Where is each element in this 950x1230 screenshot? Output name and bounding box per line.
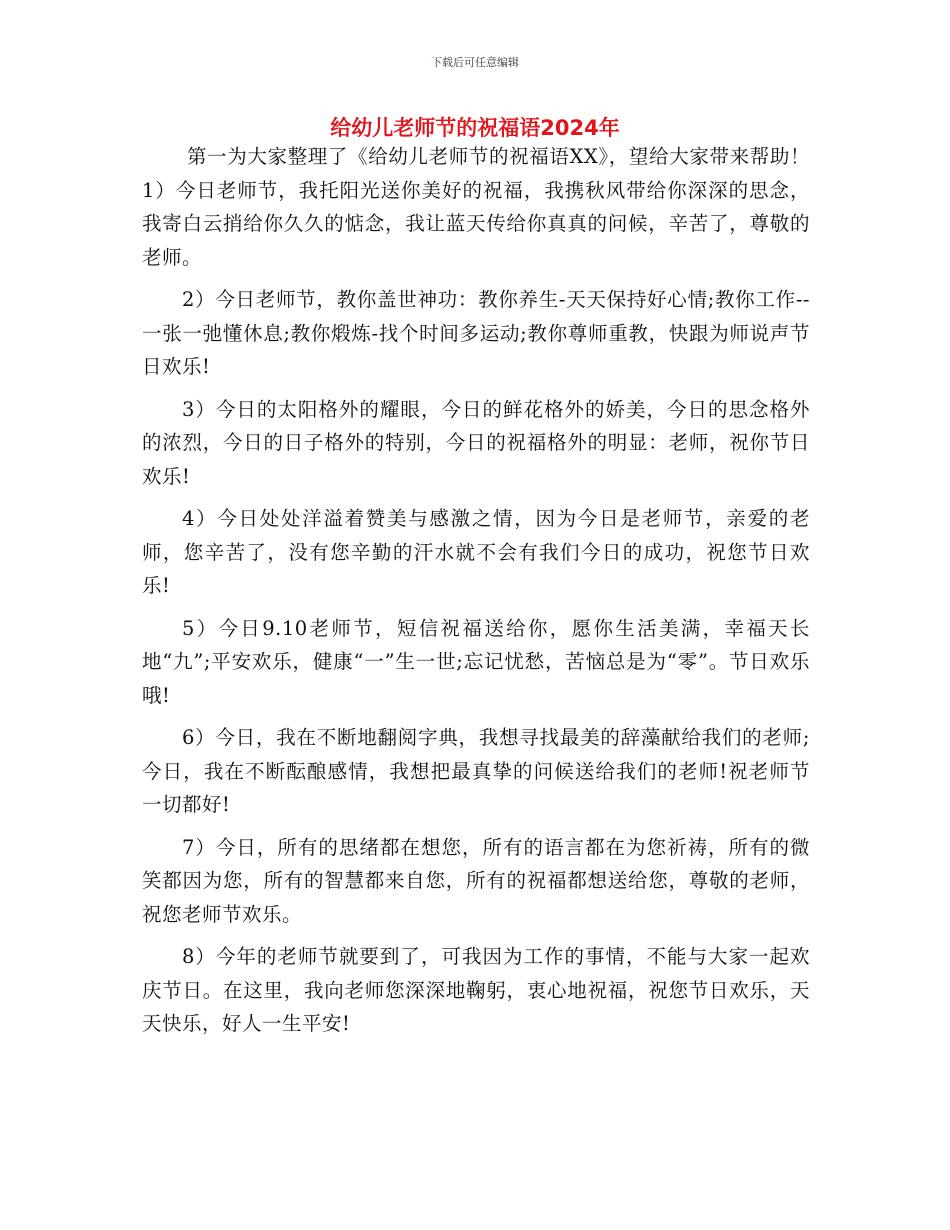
header-note: 下载后可任意编辑 xyxy=(431,56,519,69)
paragraph-intro: 第一为大家整理了《给幼儿老师节的祝福语XX》，望给大家带来帮助！ 1）今日老师节，我托阳光送你美好的祝福，我携秋风带给你深深的思念，我寄白云捎给你久久的惦念，我让蓝天传给你真真的问候，辛苦了，尊敬的老师。 xyxy=(142,145,831,269)
paragraph-4: 4）今日处处洋溢着赞美与感激之情，因为今日是老师节，亲爱的老师，您辛苦了，没有您辛勤的汗水就不会有我们今日的成功，祝您节日欢乐! xyxy=(142,507,810,597)
paragraph-3: 3）今日的太阳格外的耀眼，今日的鲜花格外的娇美，今日的思念格外的浓烈，今日的日子格外的特别，今日的祝福格外的明显：老师，祝你节日欢乐! xyxy=(142,397,810,488)
document-body xyxy=(142,140,831,1050)
paragraph-7: 7）今日，所有的思绪都在想您，所有的语言都在为您祈祷，所有的微笑都因为您，所有的智慧都来自您，所有的祝福都想送给您，尊敬的老师，祝您老师节欢乐。 xyxy=(142,835,810,926)
document-title: 给幼儿老师节的祝福语2024年 xyxy=(330,116,620,140)
paragraph-6: 6）今日，我在不断地翻阅字典，我想寻找最美的辞藻献给我们的老师;今日，我在不断酝酿感情，我想把最真挚的问候送给我们的老师!祝老师节一切都好! xyxy=(142,726,810,816)
paragraph-2: 2）今日老师节，教你盖世神功：教你养生-天天保持好心情;教你工作--一张一弛懂休息;教你煅炼-找个时间多运动;教你尊师重教，快跟为师说声节日欢乐! xyxy=(142,288,810,378)
paragraph-5: 5）今日9.10老师节，短信祝福送给你，愿你生活美满，幸福天长地“九”;平安欢乐，健康“一”生一世;忘记忧愁，苦恼总是为“零”。节日欢乐哦! xyxy=(142,616,810,707)
paragraph-8: 8）今年的老师节就要到了，可我因为工作的事情，不能与大家一起欢庆节日。在这里，我向老师您深深地鞠躬，衷心地祝福，祝您节日欢乐，天天快乐，好人一生平安! xyxy=(142,945,810,1035)
